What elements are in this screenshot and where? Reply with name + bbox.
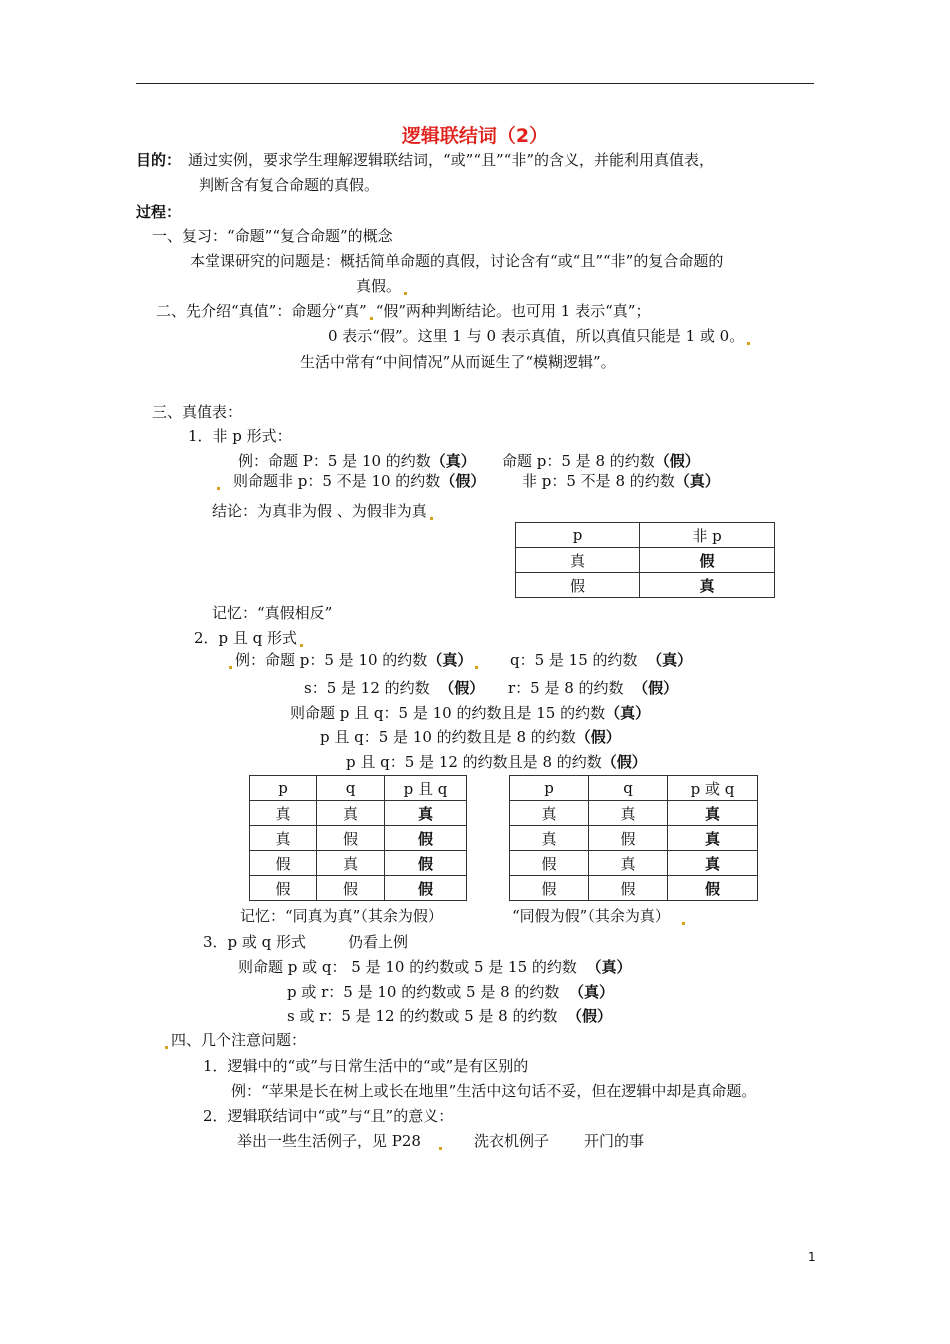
s4-p2-example-c: 开门的事 [584,1132,645,1150]
table-row: p q p 且 q [250,776,467,801]
s3-heading: 三、真值表： [152,403,243,421]
and-ex-c: s：5 是 12 的约数 （假） [304,679,485,697]
and-r1: 则命题 p 且 q：5 是 10 的约数且是 15 的约数（真） [290,704,651,722]
s2-line1: 二、先介绍“真值”：命题分“真” “假”两种判断结论。也可用 1 表示“真”； [156,302,651,320]
table-row: 真 真 真 [250,801,467,826]
not-ex1a: 例：命题 P：5 是 10 的约数（真） [238,452,476,470]
and-memory-a: 记忆：“同真为真”（其余为假） [240,907,443,925]
and-truth-table [249,775,467,901]
and-ex-b: q：5 是 15 的约数 （真） [510,651,693,669]
and-r2: p 且 q：5 是 10 的约数且是 8 的约数（假） [320,728,621,746]
table-row: 真 假 [516,548,775,573]
or-r2: p 或 r：5 是 10 的约数或 5 是 8 的约数 （真） [287,983,614,1001]
and-memory-b: “同假为假”（其余为真） [512,906,688,926]
table-row: 假 真 假 [250,851,467,876]
and-heading: 2．p 且 q 形式 [194,628,306,648]
not-ex1b: 命题 p：5 是 8 的约数（假） [502,452,700,470]
purpose-label: 目的： [136,151,182,169]
table-row: p q p 或 q [510,776,758,801]
s1-line1: 本堂课研究的问题是：概括简单命题的真假，讨论含有“或“且”“非”的复合命题的 [190,252,724,270]
not-truth-table [515,522,775,598]
s1-heading: 一、复习：“命题”“复合命题”的概念 [152,227,393,245]
table-row: 真 假 假 [250,826,467,851]
purpose-line1: 通过实例，要求学生理解逻辑联结词，“或”“且”“非”的含义，并能利用真值表， [188,151,715,169]
s4-p2-example-b: 洗衣机例子 [474,1132,550,1150]
s4-p2: 2．逻辑联结词中“或”与“且”的意义： [203,1107,454,1125]
or-r3: s 或 r：5 是 12 的约数或 5 是 8 的约数 （假） [287,1007,613,1025]
table-row: p 非 p [516,523,775,548]
s4-p2-example-a: 举出一些生活例子，见 P28 [237,1131,445,1151]
table-row: 真 假 真 [510,826,758,851]
or-truth-table [509,775,758,901]
s2-line3: 生活中常有“中间情况”从而诞生了“模糊逻辑”。 [300,353,616,371]
header-rule [136,83,814,84]
not-ex2a: 则命题非 p：5 不是 10 的约数（假） [214,471,485,491]
s4-p1: 1．逻辑中的“或”与日常生活中的“或”是有区别的 [203,1057,529,1075]
table-row: 假 假 假 [250,876,467,901]
s4-p1-example: 例：“苹果是长在树上或长在地里”生活中这句话不妥，但在逻辑中却是真命题。 [231,1082,757,1100]
or-r1: 则命题 p 或 q： 5 是 10 的约数或 5 是 15 的约数 （真） [238,958,632,976]
table-row: 假 真 真 [510,851,758,876]
not-ex2b: 非 p：5 不是 8 的约数（真） [522,472,720,490]
s4-heading: 四、几个注意问题： [162,1030,306,1050]
table-row: 假 真 [516,573,775,598]
and-ex-d: r：5 是 8 的约数 （假） [508,679,679,697]
and-r3: p 且 q：5 是 12 的约数且是 8 的约数（假） [346,753,647,771]
page-title: 逻辑联结词（2） [401,125,549,147]
or-heading-note: 仍看上例 [348,933,409,951]
purpose-line2: 判断含有复合命题的真假。 [199,176,380,194]
or-heading: 3．p 或 q 形式 [203,933,307,951]
page-number: 1 [808,1250,816,1264]
table-row: 假 假 假 [510,876,758,901]
table-row: 真 真 真 [510,801,758,826]
not-conclusion: 结论：为真非为假 、为假非为真 [212,501,436,521]
s1-line2: 真假。 [356,276,410,296]
and-ex-a: 例：命题 p：5 是 10 的约数（真） [226,650,481,670]
not-heading: 1．非 p 形式： [188,427,292,445]
not-memory: 记忆：“真假相反” [212,604,333,622]
process-label: 过程： [136,203,182,221]
s2-line2: 0 表示“假”。这里 1 与 0 表示真值，所以真值只能是 1 或 0。 [328,326,753,346]
